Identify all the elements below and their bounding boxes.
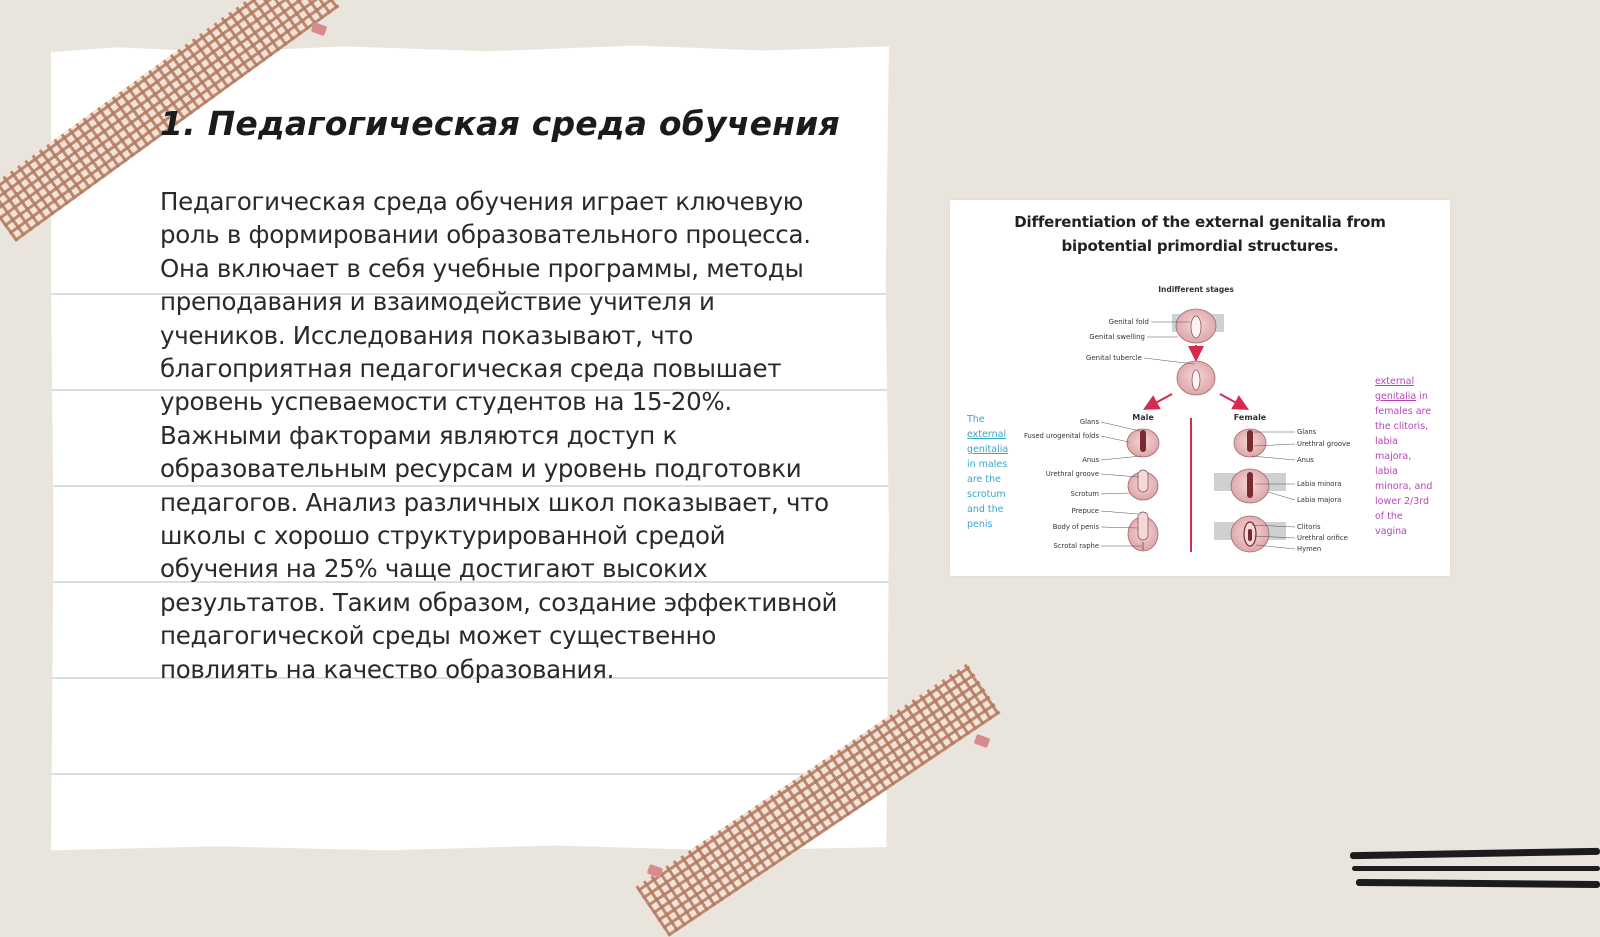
female-note-text: in females are the clitoris, labia majora, labia minora, and lower 2/3rd of the vagina (1375, 391, 1433, 537)
female-label: Glans (1297, 428, 1317, 436)
female-branch-arrow (1220, 394, 1242, 406)
female-label: Labia majora (1297, 496, 1342, 504)
male-label: Glans (1079, 418, 1099, 426)
female-label: Hymen (1297, 545, 1322, 553)
female-note-link[interactable]: external genitalia (1375, 376, 1417, 402)
label-genital-fold: Genital fold (1108, 318, 1149, 326)
indifferent-stage-1-inner (1191, 316, 1201, 338)
male-stage-shapes (1127, 429, 1159, 551)
embedded-diagram-image (950, 200, 1450, 576)
male-labels (1024, 418, 1099, 550)
male-label: Fused urogenital folds (1023, 432, 1099, 440)
indifferent-labels (1086, 318, 1149, 362)
male-note-link[interactable]: external genitalia (967, 429, 1009, 455)
brush-stroke (1352, 866, 1600, 871)
male-label: Body of penis (1052, 523, 1099, 531)
slide-body-text: Педагогическая среда обучения играет ключевую роль в формировании образовательного процесса. Она включает в себя учебные программы, методы преподавания и взаимодействие учителя и учеников. Исследования показывают, что благоприятная педагогическая среда повышает уровень успеваемости студентов на 15-20%. Важными факторами являются доступ к образовательным ресурсам и уровень подготовки педагогов. Анализ различных школ показывает, что школы с хорошо структурированной средой обучения на 25% чаще достигают высоких результатов. Таким образом, создание эффективной педагогической среды может существенно повлиять на качество образования. (160, 187, 838, 684)
male-label: Scrotal raphe (1053, 542, 1099, 550)
male-label: Scrotum (1070, 490, 1099, 498)
paper-rule-line (51, 773, 889, 775)
label-genital-swelling: Genital swelling (1089, 333, 1145, 341)
male-note-text: in males are the scrotum and the penis (967, 459, 1008, 530)
male-note-prefix: The (967, 414, 985, 425)
brush-stroke (1356, 879, 1600, 888)
male-label: Prepuce (1071, 507, 1099, 515)
female-stage-shapes (1214, 429, 1286, 552)
male-branch-arrow (1150, 394, 1172, 406)
female-heading: Female (1233, 413, 1267, 422)
female-label: Urethral orifice (1297, 534, 1348, 542)
diagram-title-line-1: Differentiation of the external genitalia from (1014, 213, 1386, 231)
male-heading: Male (1132, 413, 1154, 422)
indifferent-stage-2-inner (1192, 370, 1200, 390)
diagram-title-line-2: bipotential primordial structures. (1061, 237, 1339, 255)
stage-label: Indifferent stages (1158, 285, 1234, 294)
female-label: Clitoris (1297, 523, 1321, 531)
male-label: Anus (1082, 456, 1099, 464)
female-label: Urethral groove (1297, 440, 1351, 448)
male-side-note (967, 412, 1015, 532)
tape-end-mark (311, 22, 328, 36)
label-genital-tubercle: Genital tubercle (1085, 354, 1142, 362)
female-side-note (1375, 374, 1433, 539)
brush-stroke (1350, 848, 1600, 859)
tape-end-mark (974, 734, 991, 748)
female-labels (1297, 428, 1350, 553)
male-label: Urethral groove (1045, 470, 1099, 478)
slide-title: 1. Педагогическая среда обучения (160, 104, 840, 143)
female-label: Labia minora (1297, 480, 1342, 488)
female-label: Anus (1297, 456, 1314, 464)
